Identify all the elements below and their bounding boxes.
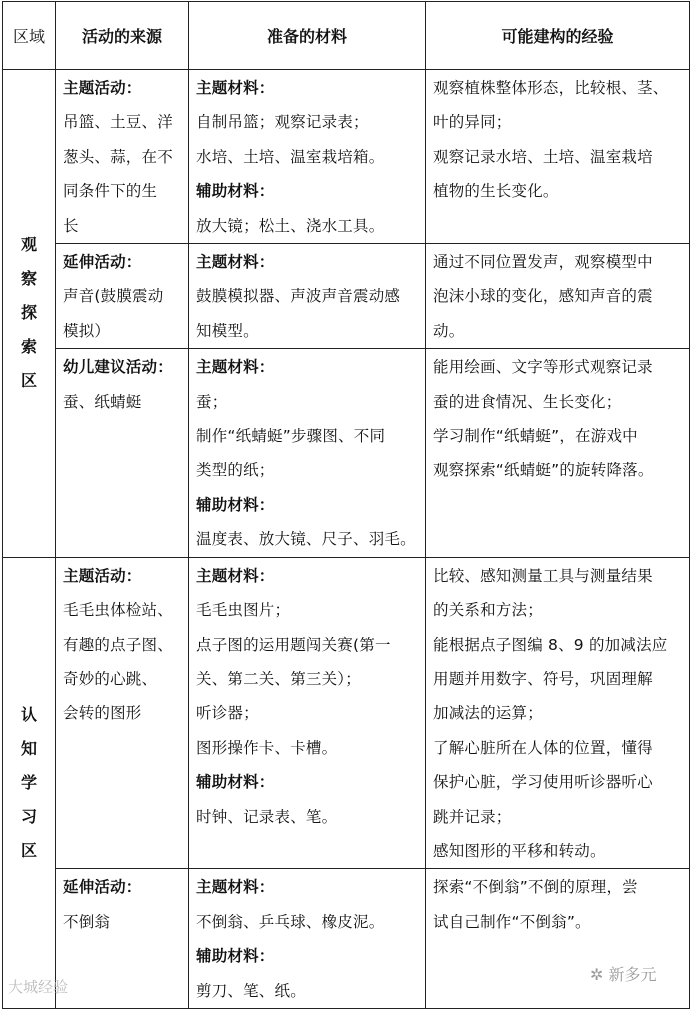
experience-line: 试自己制作“不倒翁”。 — [433, 912, 591, 931]
materials-line: 类型的纸； — [196, 461, 275, 480]
source-label: 主题活动： — [63, 566, 142, 585]
source-label: 延伸活动： — [63, 253, 142, 272]
experience-cell — [426, 557, 690, 869]
experience-line: 能用绘画、文字等形式观察记录 — [433, 358, 653, 377]
materials-line: 放大镜；松土、浇水工具。 — [196, 216, 385, 235]
materials-label: 主题材料： — [196, 566, 275, 585]
source-label: 延伸活动： — [63, 878, 142, 897]
materials-label: 辅助材料： — [196, 947, 275, 966]
experience-cell — [426, 244, 690, 349]
experience-line: 加减法的运算； — [433, 704, 543, 723]
materials-line: 蚕； — [196, 392, 228, 411]
materials-label: 主题材料： — [196, 358, 275, 377]
materials-line: 制作“纸蜻蜓”步骤图、不同 — [196, 427, 386, 446]
materials-line: 知模型。 — [196, 321, 259, 340]
header-row — [3, 2, 690, 70]
experience-line: 能根据点子图编 8、9 的加减法应 — [433, 635, 668, 654]
materials-cell — [189, 557, 426, 869]
experience-line: 叶的异同； — [433, 113, 512, 132]
experience-line: 观察记录水培、土培、温室栽培 — [433, 147, 653, 166]
materials-label: 辅助材料： — [196, 773, 275, 792]
materials-line: 毛毛虫图片； — [196, 601, 291, 620]
source-line: 毛毛虫体检站、 — [63, 601, 173, 620]
source-cell — [56, 557, 189, 869]
source-line: 声音(鼓膜震动 — [63, 287, 164, 306]
experience-line: 学习制作“纸蜻蜓”，在游戏中 — [433, 427, 638, 446]
header-materials: 准备的材料 — [189, 2, 426, 70]
experience-line: 蚕的进食情况、生长变化； — [433, 392, 622, 411]
experience-cell — [426, 869, 690, 1009]
materials-line: 点子图的运用题闯关赛(第一 — [196, 635, 391, 654]
experience-line: 保护心脏，学习使用听诊器听心 — [433, 773, 653, 792]
experience-line: 动。 — [433, 321, 465, 340]
watermark-right — [590, 962, 657, 985]
source-line: 会转的图形 — [63, 704, 142, 723]
watermark-left: 大城经验 — [8, 978, 69, 996]
materials-line: 鼓膜模拟器、声波声音震动感 — [196, 287, 401, 306]
source-line: 吊篮、土豆、洋 — [63, 113, 173, 132]
experience-line: 植物的生长变化。 — [433, 182, 559, 201]
source-line: 不倒翁 — [63, 912, 111, 931]
experience-line: 通过不同位置发声，观察模型中 — [433, 253, 653, 272]
experience-line: 了解心脏所在人体的位置，懂得 — [433, 738, 653, 757]
header-zone: 区域 — [3, 2, 56, 70]
experience-line: 观察植株整体形态，比较根、茎、 — [433, 79, 669, 97]
source-cell — [56, 869, 189, 1009]
experience-line: 的关系和方法； — [433, 601, 543, 620]
materials-label: 主题材料： — [196, 253, 275, 272]
table-row — [3, 70, 690, 244]
materials-line: 不倒翁、乒乓球、橡皮泥。 — [196, 912, 385, 931]
materials-line: 时钟、记录表、笔。 — [196, 807, 338, 826]
experience-line: 跳并记录； — [433, 807, 512, 826]
experience-cell — [426, 349, 690, 557]
materials-line: 听诊器； — [196, 704, 259, 723]
materials-label: 辅助材料： — [196, 182, 275, 201]
source-line: 蚕、纸蜻蜓 — [63, 392, 142, 411]
zone-name: 认知学习区 — [20, 704, 37, 860]
materials-line: 自制吊篮；观察记录表； — [196, 113, 369, 132]
zone-name: 观察探索区 — [20, 235, 37, 391]
source-label: 主题活动： — [63, 79, 142, 97]
materials-label: 主题材料： — [196, 878, 275, 897]
materials-cell — [189, 70, 426, 244]
source-line: 奇妙的心跳、 — [63, 669, 158, 688]
experience-line: 感知图形的平移和转动。 — [433, 841, 606, 860]
experience-line: 观察探索“纸蜻蜓”的旋转降落。 — [433, 461, 654, 480]
materials-line: 温度表、放大镜、尺子、羽毛。 — [196, 530, 416, 549]
materials-cell — [189, 244, 426, 349]
source-cell — [56, 244, 189, 349]
wechat-icon: ✲ — [590, 965, 609, 984]
experience-line: 比较、感知测量工具与测量结果 — [433, 566, 653, 585]
table-row — [3, 557, 690, 869]
activity-table — [2, 1, 690, 1009]
materials-line: 水培、土培、温室栽培箱。 — [196, 147, 385, 166]
source-line: 同条件下的生 — [63, 182, 158, 201]
experience-cell — [426, 70, 690, 244]
source-line: 葱头、蒜，在不 — [63, 147, 173, 166]
table-row — [3, 349, 690, 557]
materials-label: 主题材料： — [196, 79, 275, 97]
header-source: 活动的来源 — [56, 2, 189, 70]
materials-line: 图形操作卡、卡槽。 — [196, 738, 338, 757]
experience-line: 泡沫小球的变化，感知声音的震 — [433, 287, 653, 306]
materials-line: 关、第二关、第三关）； — [196, 669, 361, 688]
table-row — [3, 244, 690, 349]
source-label: 幼儿建议活动： — [63, 358, 173, 377]
header-experience: 可能建构的经验 — [426, 2, 690, 70]
experience-line: 探索“不倒翁”不倒的原理，尝 — [433, 878, 638, 897]
materials-label: 辅助材料： — [196, 495, 275, 514]
source-line: 模拟） — [63, 321, 111, 340]
source-line: 长 — [63, 216, 79, 235]
zone-cell — [3, 70, 56, 558]
watermark-right-text: 新多元 — [608, 965, 657, 984]
source-cell — [56, 349, 189, 557]
table-row — [3, 869, 690, 1009]
materials-line: 剪刀、笔、纸。 — [196, 981, 306, 1000]
source-line: 有趣的点子图、 — [63, 635, 173, 654]
zone-cell — [3, 557, 56, 1008]
experience-line: 用题并用数字、符号，巩固理解 — [433, 669, 653, 688]
source-cell — [56, 70, 189, 244]
materials-cell — [189, 349, 426, 557]
materials-cell — [189, 869, 426, 1009]
